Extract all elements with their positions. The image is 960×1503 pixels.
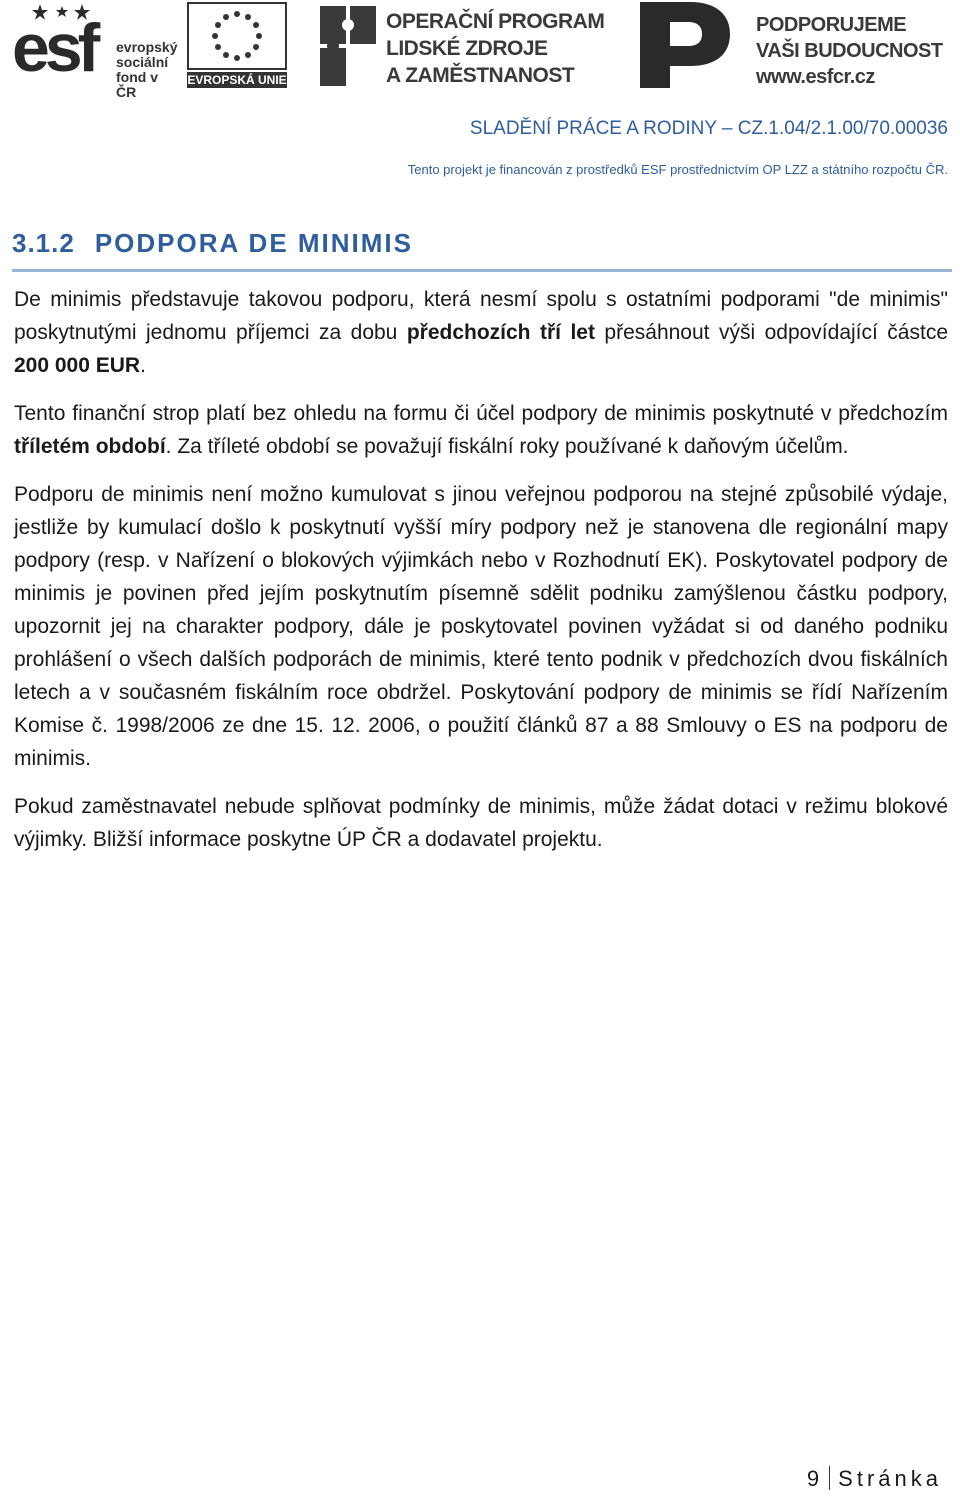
esf-logo [12, 2, 182, 100]
bold-run: předchozích tří let [406, 321, 595, 344]
text-run: . Za tříleté období se považují fiskální roky používané k daňovým účelům. [165, 435, 849, 458]
eu-flag-icon [187, 2, 287, 70]
esf-caption-line: fond v ČR [116, 69, 158, 100]
paragraph [14, 283, 948, 382]
text-run: . [140, 354, 146, 377]
op-lzz-logo [320, 2, 620, 88]
esf-caption [116, 40, 182, 100]
section-number: 3.1.2 [12, 228, 75, 258]
text-run: přesáhnout výši odpovídající částce [594, 321, 948, 344]
support-url: www.esfcr.cz [756, 66, 875, 88]
project-subtitle: Tento projekt je financován z prostředků ESF prostřednictvím OP LZZ a státního rozpočtu ČR. [407, 162, 948, 177]
footer-divider [829, 1466, 830, 1490]
eu-label: EVROPSKÁ UNIE [187, 73, 287, 87]
op-line: OPERAČNÍ PROGRAM [386, 10, 605, 33]
document-body [14, 283, 948, 871]
paragraph: Podporu de minimis není možno kumulovat s jinou veřejnou podporou na stejné způsobilé výdaje, jestliže by kumulací došlo k poskytnutí vyšší míry podpory než je stanovena dle regionální mapy podpory (resp. v Nařízení o blokových výjimkách nebo v Rozhodnutí EK). Poskytovatel podpory de minimis je povinen před jejím poskytnutím písemně sdělit podniku zamýšlenou částku podpory, upozornit jej na charakter podpory, dále je poskytovatel povinen vyžádat si od daného podniku prohlášení o všech dalších podporách de minimis, které tento podnik v předchozích dvou fiskálních letech a v současném fiskálním roce obdržel. Poskytování podpory de minimis se řídí Nařízením Komise č. 1998/2006 ze dne 15. 12. 2006, o použití článků 87 a 88 Smlouvy o ES na podporu de minimis. [14, 483, 948, 770]
header-logos [0, 0, 960, 100]
op-lzz-text [386, 8, 604, 89]
support-line: PODPORUJEME [756, 14, 907, 36]
section-heading [12, 228, 952, 272]
text-run: Tento finanční strop platí bez ohledu na formu či účel podpory de minimis poskytnuté v předchozím [14, 402, 948, 425]
paragraph [14, 397, 948, 463]
paragraph: Pokud zaměstnavatel nebude splňovat podmínky de minimis, může žádat dotaci v režimu blokové výjimky. Bližší informace poskytne ÚP ČR a dodavatel projektu. [14, 795, 948, 851]
bold-run: 200 000 EUR [14, 354, 141, 377]
puzzle-icon [320, 6, 376, 86]
support-line: VAŠI BUDOUCNOST [756, 40, 943, 62]
page-footer [807, 1466, 942, 1492]
support-text [756, 12, 943, 90]
page-number: 9 [806, 1466, 824, 1491]
project-title: SLADĚNÍ PRÁCE A RODINY – CZ.1.04/2.1.00/70.00036 [469, 118, 948, 139]
text-run: De minimis představuje takovou podporu, která nesmí spolu s ostatními podporami "de minimis" poskytnutými jednomu příjemci za dobu [14, 288, 948, 344]
esf-caption-line: evropský [116, 39, 178, 55]
page-label: Stránka [838, 1466, 942, 1491]
section-title: PODPORA DE MINIMIS [94, 228, 413, 258]
op-line: A ZAMĚSTNANOST [386, 64, 575, 87]
op-line: LIDSKÉ ZDROJE [386, 37, 548, 60]
support-logo [640, 2, 950, 88]
bold-run: tříletém období [14, 435, 166, 458]
eu-logo [187, 2, 287, 88]
esf-caption-line: sociální [116, 54, 169, 70]
esf-letters: esf [12, 10, 96, 86]
p-mark-icon [640, 2, 730, 88]
